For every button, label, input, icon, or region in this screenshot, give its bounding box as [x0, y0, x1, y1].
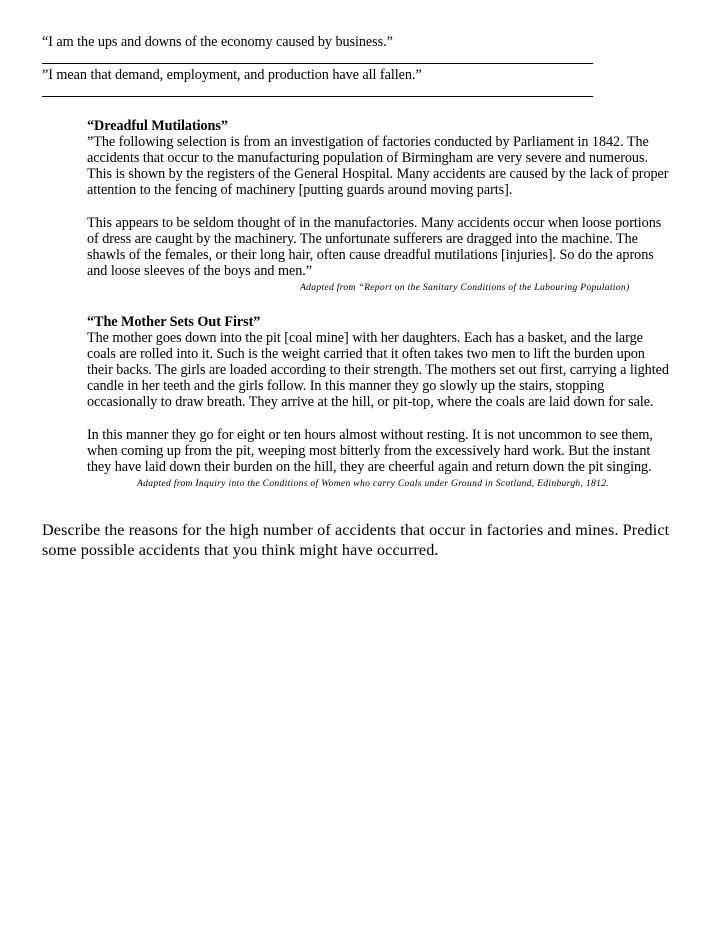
- source-text-line: they have laid down their burden on the hill, they are cheerful again and return down the pit singing.: [87, 459, 652, 475]
- answer-line-2: [42, 96, 593, 97]
- source-text-line: coals are rolled into it. Such is the weight carried that it often takes two men to lift the burden upon: [87, 346, 645, 362]
- question-line: Describe the reasons for the high number of accidents that occur in factories and mines. Predict: [42, 521, 670, 539]
- source-text-line: candle in her teeth and the girls follow. In this manner they go slowly up the stairs, stopping: [87, 378, 605, 394]
- answer-line-1: [42, 63, 593, 64]
- question-line: some possible accidents that you think might have occurred.: [42, 541, 439, 559]
- source-text-line: of dress are caught by the machinery. The unfortunate sufferers are dragged into the machine. The: [87, 231, 638, 247]
- quote-1: “I am the ups and downs of the economy caused by business.”: [42, 34, 393, 50]
- source-text-line: attention to the fencing of machinery [putting guards around moving parts].: [87, 182, 513, 198]
- source-citation: Adapted from Inquiry into the Conditions of Women who carry Coals under Ground in Scotland, Edinburgh, 1812.: [137, 478, 610, 489]
- source-text-line: In this manner they go for eight or ten hours almost without resting. It is not uncommon to see them,: [87, 427, 653, 443]
- source-text-line: This appears to be seldom thought of in the manufactories. Many accidents occur when loose portions: [87, 215, 662, 231]
- source-text-line: and loose sleeves of the boys and men.”: [87, 263, 312, 279]
- source-title: “Dreadful Mutilations”: [87, 118, 228, 134]
- source-text-line: their backs. The girls are loaded according to their strength. The mothers set out first, carrying a lighted: [87, 362, 669, 378]
- source-citation: Adapted from “Report on the Sanitary Conditions of the Labouring Population): [300, 282, 630, 293]
- quote-2: ”I mean that demand, employment, and production have all fallen.”: [42, 67, 422, 83]
- source-text-line: accidents that occur to the manufacturing population of Birmingham are very severe and numerous.: [87, 150, 648, 166]
- source-text-line: The mother goes down into the pit [coal mine] with her daughters. Each has a basket, and the large: [87, 330, 643, 346]
- source-text-line: shawls of the females, or their long hair, often cause dreadful mutilations [injuries]. So do the aprons: [87, 247, 654, 263]
- source-text-line: This is shown by the registers of the General Hospital. Many accidents are caused by the lack of proper: [87, 166, 669, 182]
- source-text-line: occasionally to draw breath. They arrive at the hill, or pit-top, where the coals are laid down for sale.: [87, 394, 654, 410]
- source-title: “The Mother Sets Out First”: [87, 314, 261, 330]
- source-text-line: ”The following selection is from an investigation of factories conducted by Parliament in 1842. The: [87, 134, 649, 150]
- source-text-line: when coming up from the pit, weeping most bitterly from the excessively hard work. But the instant: [87, 443, 651, 459]
